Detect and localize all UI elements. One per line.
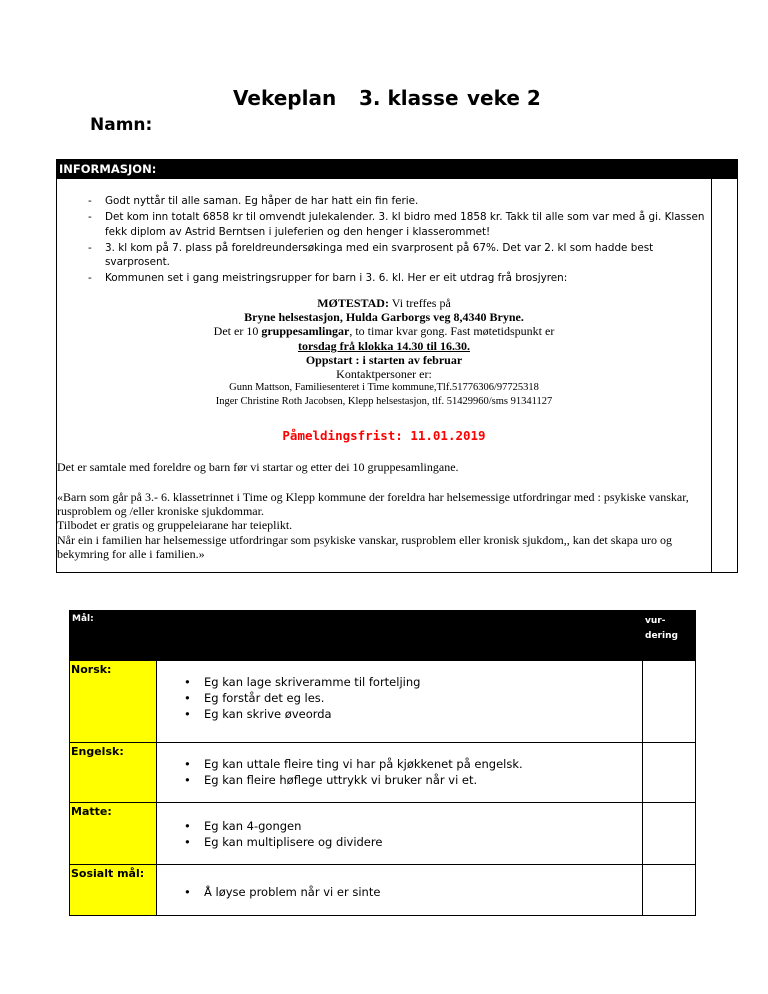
goal-item: • Eg kan 4-gongen xyxy=(157,818,642,834)
goal-row-matte xyxy=(70,803,696,865)
conversation-note: Det er samtale med foreldre og barn før vi startar og etter dei 10 gruppesamlingane. xyxy=(57,460,459,474)
evaluation-cell[interactable] xyxy=(643,743,696,803)
goal-item: • Eg kan multiplisere og dividere xyxy=(157,834,642,850)
meeting-place-text: Vi treffes på xyxy=(388,296,451,310)
evaluation-header-line: dering xyxy=(645,631,678,641)
goal-item: • Eg kan skrive øveorda xyxy=(157,706,642,722)
subject-label: Sosialt mål: xyxy=(70,865,157,916)
info-bullet: - Det kom inn totalt 6858 kr til omvendt julekalender. 3. kl bidro med 1858 kr. Takk til alle som var med å gi. Klassen fekk diplom av Astrid Berntsen i juleferien og den henger i klasserommet! xyxy=(88,210,718,239)
session-line xyxy=(57,324,711,338)
title-row xyxy=(0,86,768,116)
evaluation-header-line: vur- xyxy=(645,616,666,626)
evaluation-cell[interactable] xyxy=(643,803,696,865)
page-title: Vekeplan xyxy=(233,86,337,110)
evaluation-cell[interactable] xyxy=(643,661,696,743)
meeting-time: torsdag frå klokka 14.30 til 16.30. xyxy=(297,338,470,353)
info-bullet: - 3. kl kom på 7. plass på foreldreundersøkinga med ein svarprosent på 67%. Det var 2. kl som hadde best svarprosent. xyxy=(88,241,718,270)
goal-row-engelsk xyxy=(70,743,696,803)
info-bullet: - Godt nyttår til alle saman. Eg håper de har hatt ein fin ferie. xyxy=(88,194,718,208)
quote-paragraph: Når ein i familien har helsemessige utfordringar som psykiske vanskar, rusproblem eller kronisk sjukdom,, kan det skapa uro og bekymring for alle i familien.» xyxy=(57,532,673,561)
info-box xyxy=(56,159,738,573)
goal-item: • Eg kan uttale fleire ting vi har på kjøkkenet på engelsk. xyxy=(157,756,642,772)
goals-header-row xyxy=(70,611,696,661)
week-label: veke 2 xyxy=(467,86,541,110)
evaluation-header xyxy=(643,611,696,661)
goal-item: • Eg forstår det eg les. xyxy=(157,690,642,706)
registration-deadline: Påmeldingsfrist: 11.01.2019 xyxy=(282,428,486,443)
goal-item: • Eg kan lage skriveramme til forteljing xyxy=(157,674,642,690)
goal-item: • Eg kan fleire høflege uttrykk vi bruker når vi et. xyxy=(157,772,642,788)
subject-label: Engelsk: xyxy=(70,743,157,803)
session-text-c: , to timar kvar gong. Fast møtetidspunkt er xyxy=(349,324,555,339)
session-text-b: gruppesamlingar xyxy=(261,324,350,339)
goal-item: • Å løyse problem når vi er sinte xyxy=(157,884,642,900)
goal-items xyxy=(157,661,643,743)
goals-table xyxy=(69,610,696,916)
info-bullet-list xyxy=(88,194,718,288)
goals-header: Mål: xyxy=(70,611,643,661)
contact-person: Gunn Mattson, Familiesenteret i Time kommune,Tlf.51776306/97725318 xyxy=(229,382,539,394)
goal-items xyxy=(157,865,643,916)
quote-paragraph: Tilbodet er gratis og gruppeleiarane har teieplikt. xyxy=(57,518,293,533)
meeting-place-line xyxy=(57,296,711,310)
start-info: Oppstart : i starten av februar xyxy=(305,352,463,367)
quote-paragraph: «Barn som går på 3.- 6. klassetrinnet i Time og Klepp kommune der foreldra har helsemessige utfordringar med : psykiske vanskar, rusproblem og /eller kroniske sjukdommar. xyxy=(57,490,689,519)
meeting-place-label: MØTESTAD: xyxy=(317,296,389,310)
brochure-excerpt xyxy=(57,296,711,410)
contact-person: Inger Christine Roth Jacobsen, Klepp helsestasjon, tlf. 51429960/sms 91341127 xyxy=(215,396,553,408)
goal-row-sosialt xyxy=(70,865,696,916)
contacts-label: Kontaktpersoner er: xyxy=(336,367,432,382)
subject-label: Norsk: xyxy=(70,661,157,743)
goal-row-norsk xyxy=(70,661,696,743)
info-bullet: - Kommunen set i gang meistringsrupper for barn i 3. 6. kl. Her er eit utdrag frå brosjyren: xyxy=(88,271,718,285)
meeting-address: Bryne helsestasjon, Hulda Garborgs veg 8,4340 Bryne. xyxy=(244,310,524,325)
goal-items xyxy=(157,803,643,865)
goal-items xyxy=(157,743,643,803)
info-heading: INFORMASJON: xyxy=(57,160,737,179)
subject-label: Matte: xyxy=(70,803,157,865)
class-label: 3. klasse xyxy=(359,86,459,110)
session-text-a: Det er 10 xyxy=(213,324,262,339)
brochure-quote xyxy=(57,490,711,561)
name-label: Namn: xyxy=(90,115,153,135)
evaluation-cell[interactable] xyxy=(643,865,696,916)
